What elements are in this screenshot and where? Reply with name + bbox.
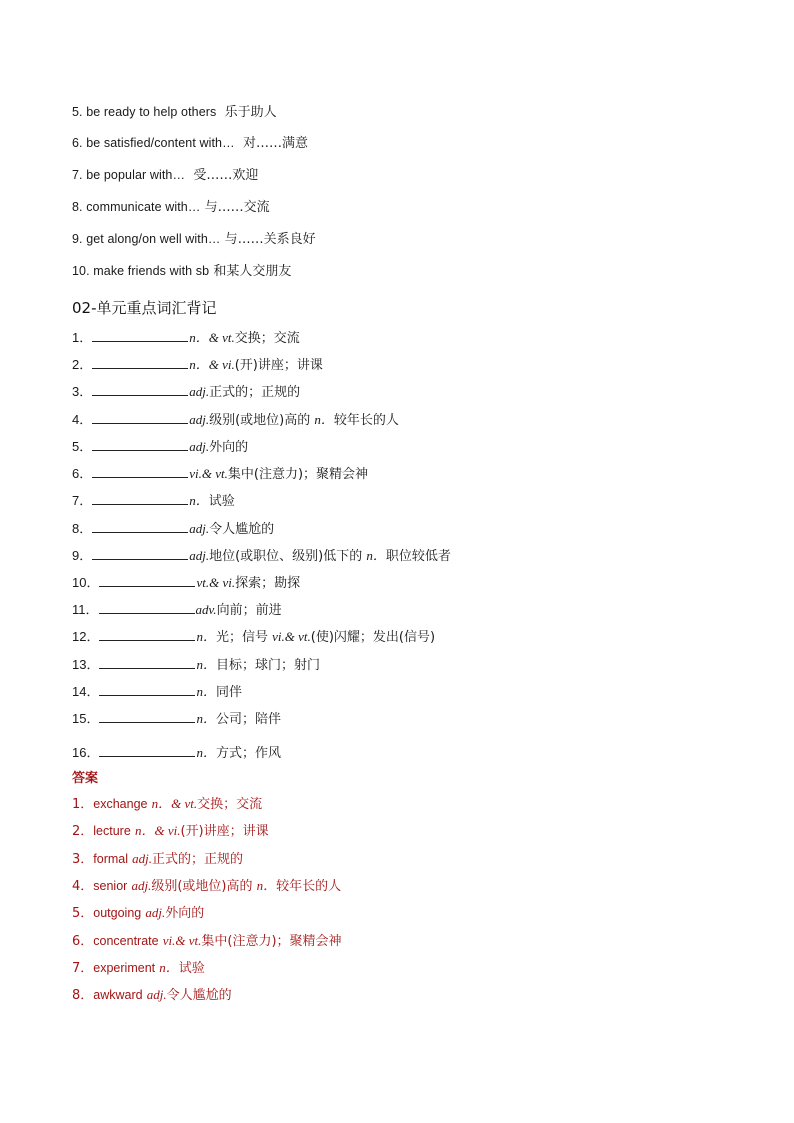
vocab-item: 10． vt.& vi.探索；勘探 bbox=[72, 575, 301, 591]
answer-blank bbox=[99, 627, 195, 641]
vocab-item: 9． adj.地位(或职位、级别)低下的 n．职位较低者 bbox=[72, 548, 451, 564]
answer-item: 8．awkward adj.令人尴尬的 bbox=[72, 987, 232, 1003]
answer-item: 6．concentrate vi.& vt.集中(注意力)；聚精会神 bbox=[72, 933, 342, 949]
phrase-item: 10. make friends with sb 和某人交朋友 bbox=[72, 264, 292, 279]
answer-blank bbox=[99, 655, 195, 669]
answer-item: 1．exchange n．& vt.交换；交流 bbox=[72, 796, 263, 812]
answer-item: 5．outgoing adj.外向的 bbox=[72, 905, 205, 921]
answer-item: 4．senior adj.级别(或地位)高的 n．较年长的人 bbox=[72, 878, 342, 894]
answer-blank bbox=[92, 410, 188, 424]
answer-blank bbox=[92, 437, 188, 451]
phrase-item: 6. be satisfied/content with… 对……满意 bbox=[72, 136, 308, 151]
vocab-item: 15． n．公司；陪伴 bbox=[72, 711, 281, 727]
answer-blank bbox=[92, 491, 188, 505]
answer-blank bbox=[92, 546, 188, 560]
vocab-item: 16． n．方式；作风 bbox=[72, 745, 281, 761]
vocab-item: 7． n．试验 bbox=[72, 493, 235, 509]
answer-heading: 答案 bbox=[72, 771, 99, 786]
answer-blank bbox=[99, 682, 195, 696]
answer-blank bbox=[99, 709, 195, 723]
answer-blank bbox=[92, 519, 188, 533]
vocab-item: 11． adv.向前；前进 bbox=[72, 602, 282, 618]
section-title: 02-单元重点词汇背记 bbox=[72, 299, 217, 317]
vocab-item: 1． n．& vt.交换；交流 bbox=[72, 330, 300, 346]
answer-blank bbox=[99, 743, 195, 757]
vocab-item: 13． n．目标；球门；射门 bbox=[72, 657, 320, 673]
answer-item: 3．formal adj.正式的；正规的 bbox=[72, 851, 244, 867]
answer-blank bbox=[92, 382, 188, 396]
answer-item: 2．lecture n．& vi.(开)讲座；讲课 bbox=[72, 823, 269, 839]
vocab-item: 4． adj.级别(或地位)高的 n．较年长的人 bbox=[72, 412, 399, 428]
phrase-item: 8. communicate with… 与……交流 bbox=[72, 200, 270, 215]
answer-blank bbox=[99, 600, 195, 614]
answer-blank bbox=[92, 355, 188, 369]
answer-blank bbox=[92, 464, 188, 478]
vocab-item: 5． adj.外向的 bbox=[72, 439, 249, 455]
phrase-item: 5. be ready to help others 乐于助人 bbox=[72, 105, 277, 120]
phrase-item: 9. get along/on well with… 与……关系良好 bbox=[72, 232, 316, 247]
vocab-item: 14． n．同伴 bbox=[72, 684, 242, 700]
vocab-item: 8． adj.令人尴尬的 bbox=[72, 521, 275, 537]
phrase-item: 7. be popular with… 受……欢迎 bbox=[72, 168, 259, 183]
answer-item: 7．experiment n．试验 bbox=[72, 960, 205, 976]
vocab-item: 6． vi.& vt.集中(注意力)；聚精会神 bbox=[72, 466, 369, 482]
answer-blank bbox=[99, 573, 195, 587]
answer-blank bbox=[92, 328, 188, 342]
vocab-item: 3． adj.正式的；正规的 bbox=[72, 384, 301, 400]
vocab-item: 12． n．光；信号 vi.& vt.(使)闪耀；发出(信号) bbox=[72, 629, 436, 645]
vocab-item: 2． n．& vi.(开)讲座；讲课 bbox=[72, 357, 323, 373]
